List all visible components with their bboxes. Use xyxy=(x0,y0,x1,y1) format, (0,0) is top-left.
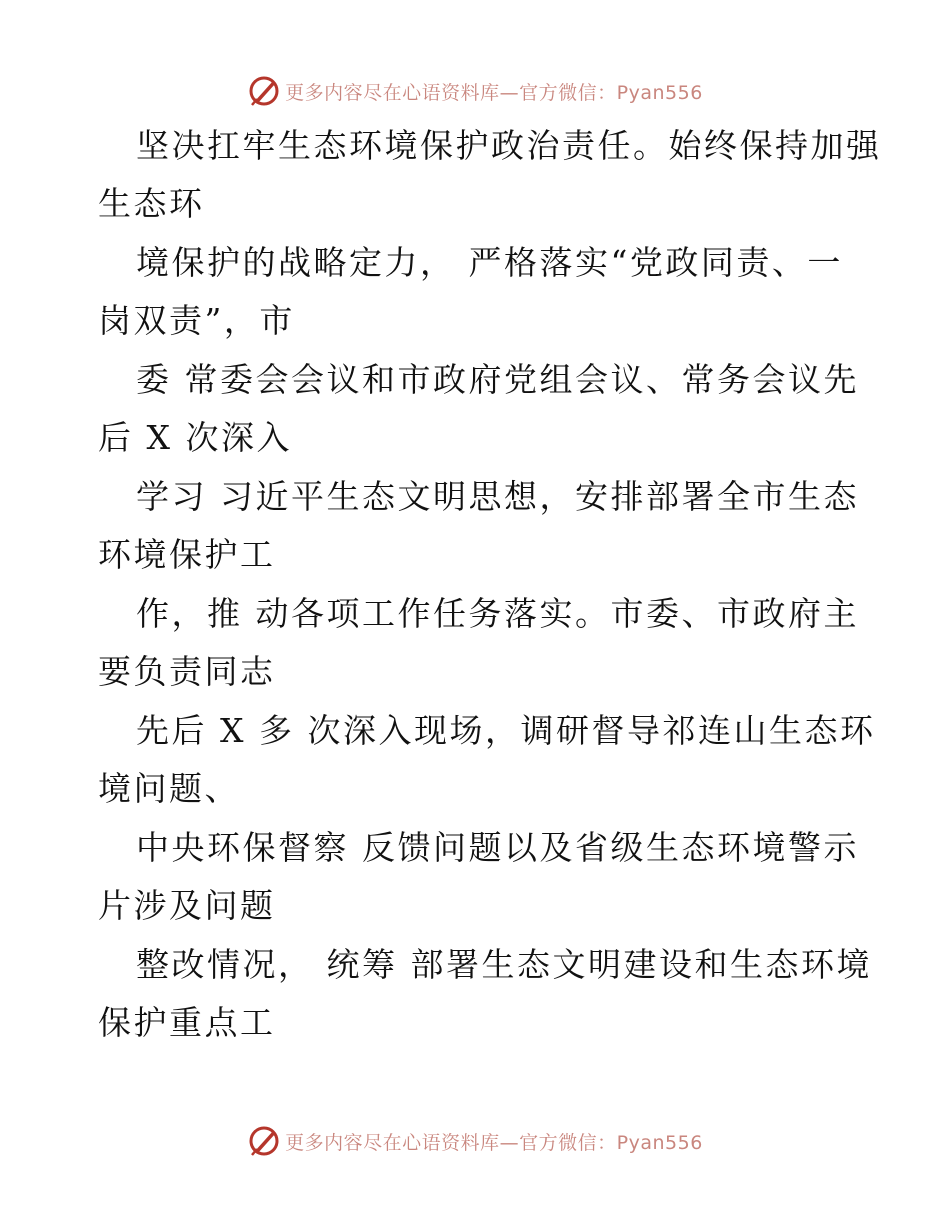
footer-watermark xyxy=(0,1121,950,1161)
paragraph-line: 作，推 动各项工作任务落实。市委、市政府主 xyxy=(136,594,859,633)
paragraph-line: 保护重点工 xyxy=(98,1003,276,1042)
quill-pen-logo-icon xyxy=(247,74,281,108)
paragraph-line: 片涉及问题 xyxy=(98,886,276,925)
paragraph-line: 境保护的战略定力， 严格落实“党政同责、一 xyxy=(136,243,843,282)
header-watermark xyxy=(0,71,950,111)
paragraph-line: 委 常委会会议和市政府党组会议、常务会议先 xyxy=(136,360,859,399)
paragraph-line: 后 X 次深入 xyxy=(98,418,292,457)
quill-pen-logo-icon xyxy=(247,1124,281,1158)
paragraph-line: 环境保护工 xyxy=(98,535,276,574)
watermark-text: 更多内容尽在心语资料库—官方微信：Pyan556 xyxy=(285,1131,703,1154)
watermark-text: 更多内容尽在心语资料库—官方微信：Pyan556 xyxy=(285,81,703,104)
paragraph-line: 学习 习近平生态文明思想，安排部署全市生态 xyxy=(136,477,859,516)
paragraph-line: 整改情况， 统筹 部署生态文明建设和生态环境 xyxy=(136,945,872,984)
paragraph-line: 坚决扛牢生态环境保护政治责任。始终保持加强 xyxy=(136,126,882,165)
paragraph-line: 境问题、 xyxy=(98,769,240,808)
paragraph-line: 要负责同志 xyxy=(98,652,276,691)
paragraph-line: 生态环 xyxy=(98,184,205,223)
paragraph-line: 先后 X 多 次深入现场，调研督导祁连山生态环 xyxy=(136,711,876,750)
paragraph-line: 中央环保督察 反馈问题以及省级生态环境警示 xyxy=(136,828,859,867)
paragraph-line: 岗双责”，市 xyxy=(98,301,295,340)
